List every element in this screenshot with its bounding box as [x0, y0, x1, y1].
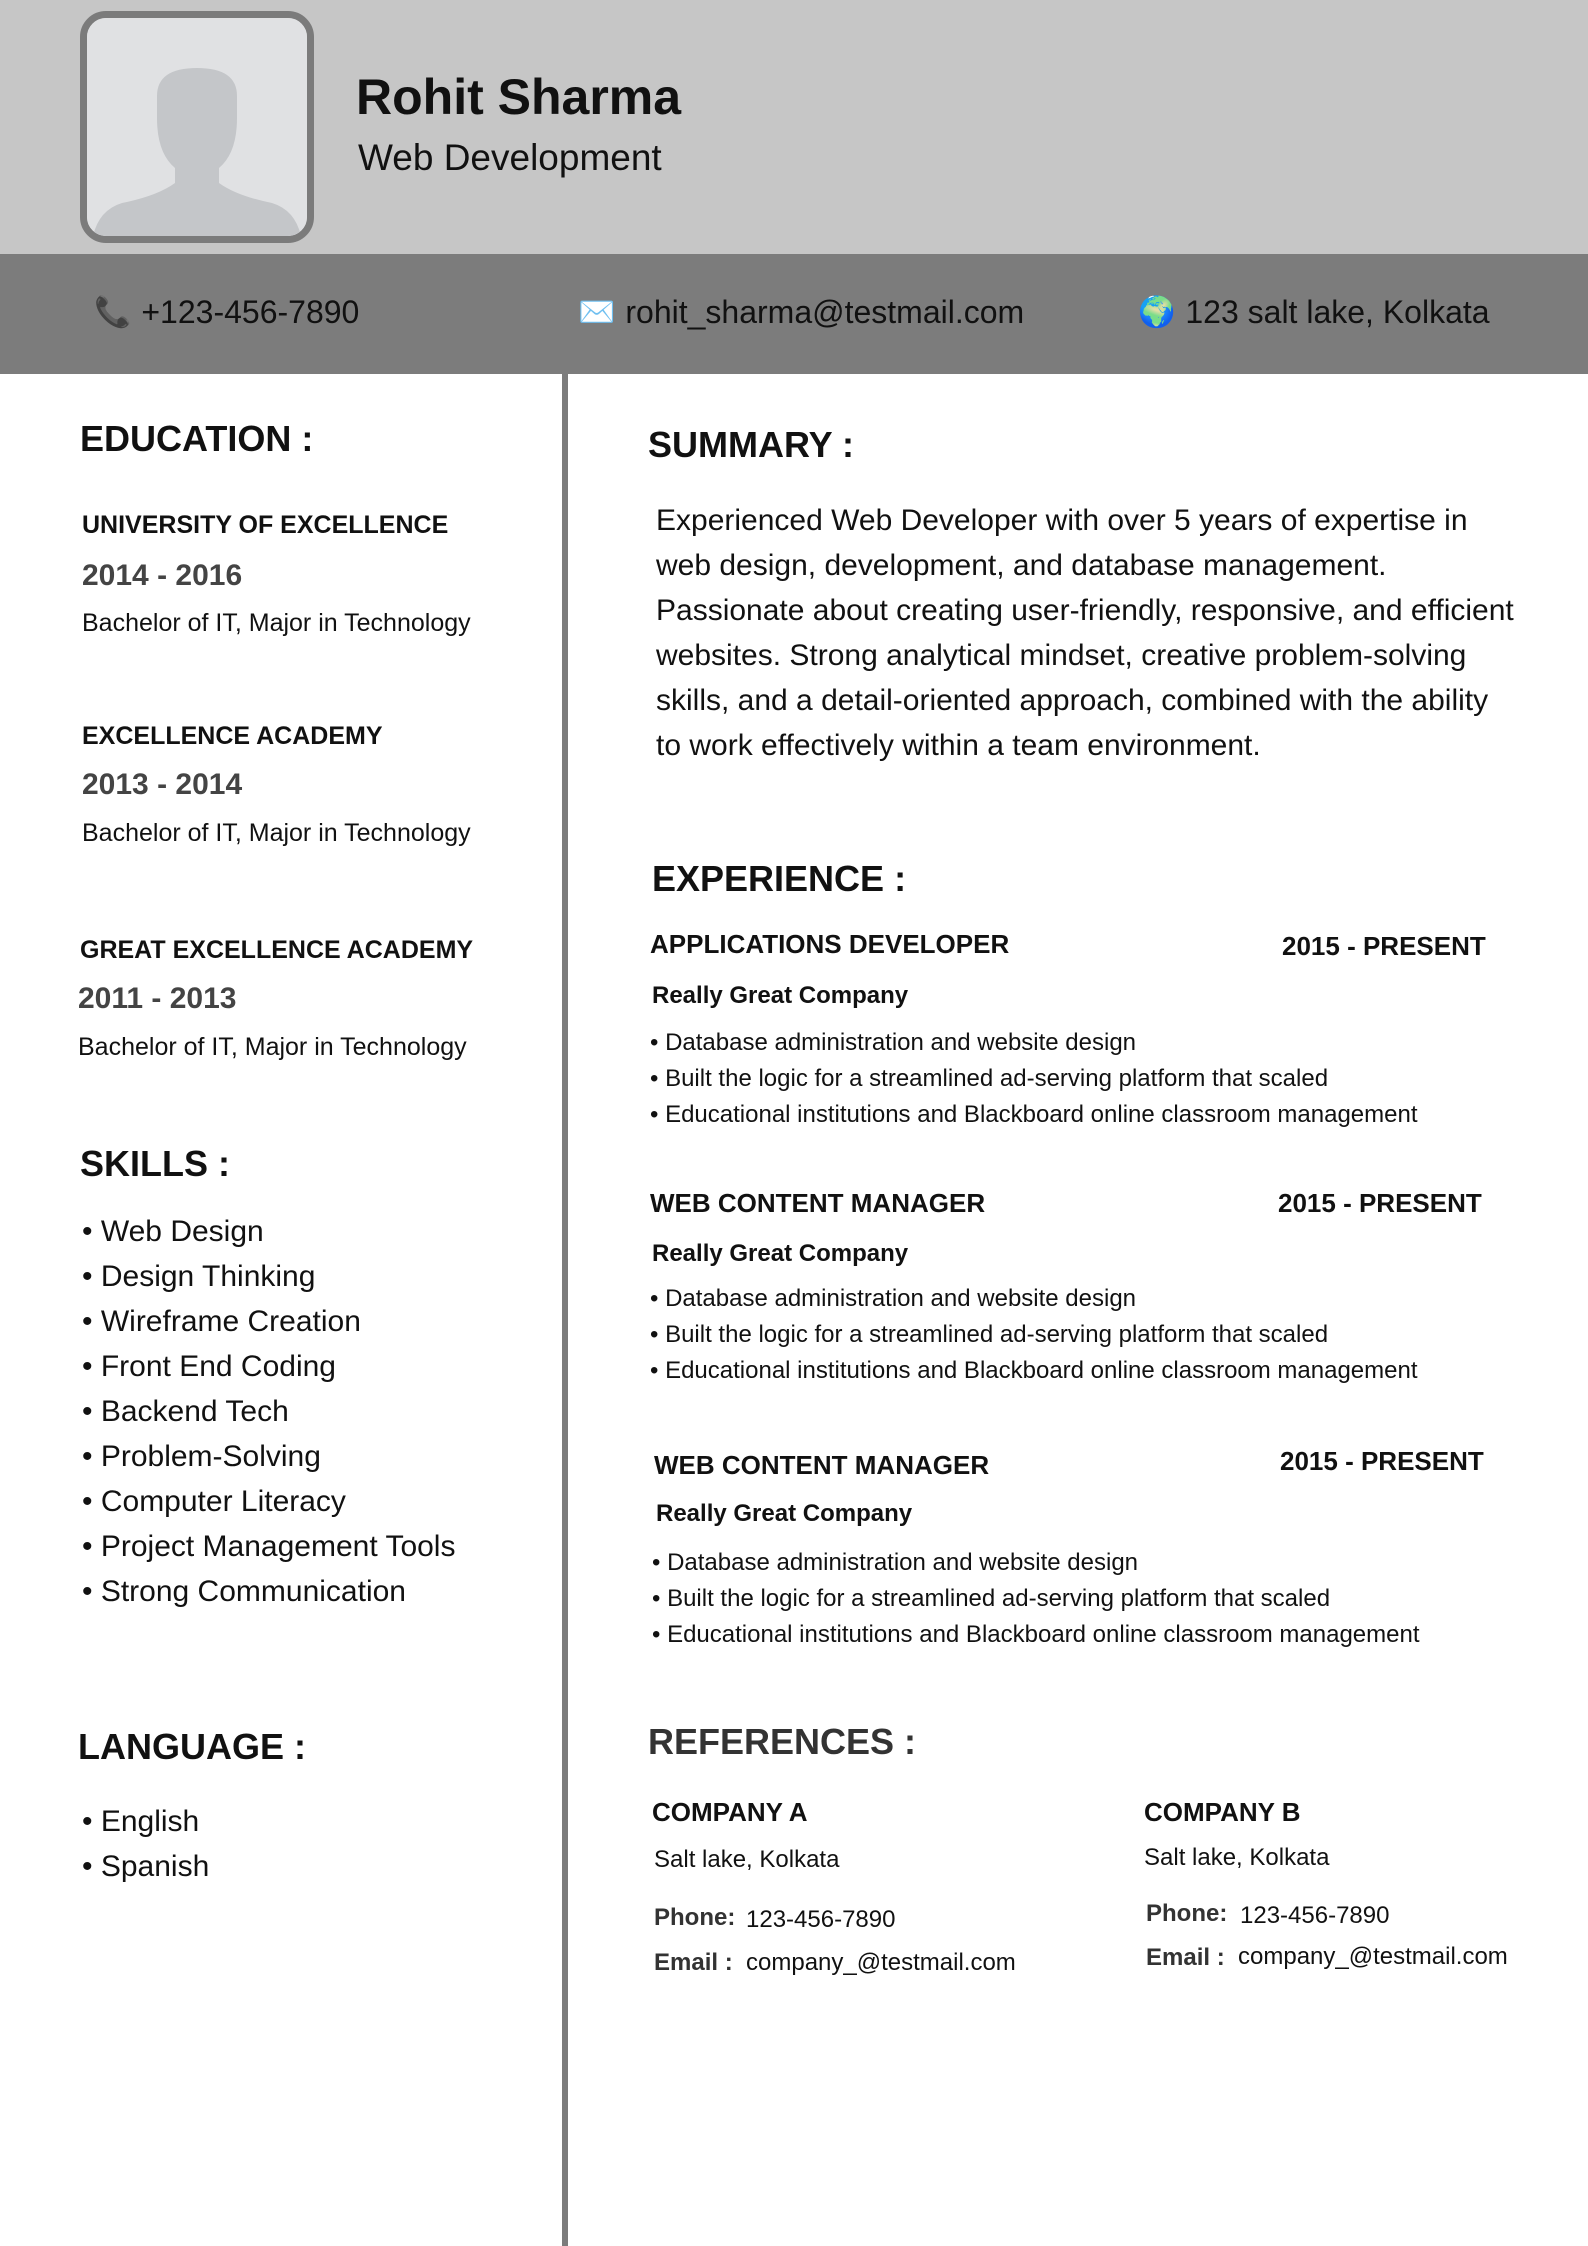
list-item: • Backend Tech [82, 1395, 289, 1428]
summary-text: Experienced Web Developer with over 5 years of expertise in web design, development, and database management. Passionate about creating user-friendly, responsive, and efficient websites. Strong analytical mindset, creative problem-solving skills, and a detail-oriented approach, combined with the ability to work effectively within a team environment. [656, 504, 1514, 762]
education-years: 2014 - 2016 [82, 559, 243, 592]
reference-phone: 123-456-7890 [746, 1906, 896, 1933]
job-dates: 2015 - PRESENT [1278, 1188, 1482, 1218]
contact-bar [0, 254, 1588, 374]
list-item: • Strong Communication [82, 1575, 406, 1608]
job-title: WEB CONTENT MANAGER [650, 1188, 986, 1218]
job-company: Really Great Company [656, 1500, 913, 1527]
address-text: 123 salt lake, Kolkata [1185, 294, 1490, 330]
reference-phone-label: Phone: [654, 1904, 736, 1931]
list-item: • Computer Literacy [82, 1485, 346, 1518]
reference-address: Salt lake, Kolkata [1144, 1844, 1330, 1871]
education-school: GREAT EXCELLENCE ACADEMY [80, 936, 474, 964]
reference-phone: 123-456-7890 [1240, 1902, 1390, 1929]
list-item: • Built the logic for a streamlined ad-serving platform that scaled [652, 1585, 1331, 1612]
list-item: • English [82, 1805, 200, 1838]
person-silhouette-icon [87, 18, 307, 236]
list-item: • Database administration and website design [652, 1549, 1139, 1576]
job-title: APPLICATIONS DEVELOPER [650, 929, 1010, 959]
job-dates: 2015 - PRESENT [1282, 931, 1486, 961]
education-degree: Bachelor of IT, Major in Technology [82, 609, 471, 637]
phone-text: +123-456-7890 [141, 294, 360, 330]
education-years: 2011 - 2013 [78, 982, 237, 1015]
list-item: • Educational institutions and Blackboard online classroom management [652, 1621, 1420, 1648]
job-bullets [650, 1281, 1418, 1389]
job-title: WEB CONTENT MANAGER [654, 1450, 990, 1480]
job-bullets [652, 1545, 1420, 1653]
list-item: • Wireframe Creation [82, 1305, 361, 1338]
reference-email: company_@testmail.com [1238, 1943, 1508, 1970]
contact-phone [94, 294, 359, 331]
job-dates: 2015 - PRESENT [1280, 1446, 1484, 1476]
list-item: • Database administration and website design [650, 1029, 1137, 1056]
list-item: • Spanish [82, 1850, 210, 1883]
reference-email: company_@testmail.com [746, 1949, 1016, 1976]
email-text: rohit_sharma@testmail.com [625, 294, 1025, 330]
education-years: 2013 - 2014 [82, 768, 243, 801]
education-school: UNIVERSITY OF EXCELLENCE [82, 511, 449, 539]
reference-company: COMPANY B [1144, 1797, 1301, 1827]
list-item: • Educational institutions and Blackboard online classroom management [650, 1357, 1418, 1384]
reference-phone-label: Phone: [1146, 1900, 1228, 1927]
profile-photo [80, 11, 314, 243]
list-item: • Web Design [82, 1215, 264, 1248]
candidate-name: Rohit Sharma [356, 69, 682, 125]
skills-list [82, 1209, 455, 1614]
list-item: • Built the logic for a streamlined ad-serving platform that scaled [650, 1321, 1329, 1348]
reference-email-label: Email : [654, 1949, 733, 1976]
phone-icon: 📞 [94, 295, 132, 329]
education-title: EDUCATION : [80, 418, 314, 459]
job-company: Really Great Company [652, 1240, 909, 1267]
list-item: • Design Thinking [82, 1260, 316, 1293]
reference-address: Salt lake, Kolkata [654, 1846, 840, 1873]
reference-email-label: Email : [1146, 1944, 1225, 1971]
education-school: EXCELLENCE ACADEMY [82, 722, 383, 750]
list-item: • Database administration and website design [650, 1285, 1137, 1312]
list-item: • Front End Coding [82, 1350, 336, 1383]
experience-title: EXPERIENCE : [652, 858, 907, 899]
globe-icon: 🌍 [1138, 295, 1176, 329]
column-divider [562, 374, 568, 2246]
list-item: • Built the logic for a streamlined ad-serving platform that scaled [650, 1065, 1329, 1092]
skills-title: SKILLS : [80, 1143, 230, 1184]
contact-email [578, 294, 1024, 331]
reference-company: COMPANY A [652, 1797, 808, 1827]
job-bullets [650, 1025, 1418, 1133]
candidate-role: Web Development [358, 137, 662, 178]
resume-header [0, 0, 1588, 254]
contact-address [1138, 294, 1490, 331]
education-degree: Bachelor of IT, Major in Technology [78, 1033, 467, 1061]
education-degree: Bachelor of IT, Major in Technology [82, 819, 471, 847]
references-title: REFERENCES : [648, 1721, 917, 1762]
language-list [82, 1799, 209, 1889]
list-item: • Problem-Solving [82, 1440, 321, 1473]
envelope-icon: ✉️ [578, 295, 616, 329]
job-company: Really Great Company [652, 982, 909, 1009]
list-item: • Project Management Tools [82, 1530, 456, 1563]
summary-title: SUMMARY : [648, 424, 854, 465]
language-title: LANGUAGE : [78, 1726, 306, 1767]
list-item: • Educational institutions and Blackboard online classroom management [650, 1101, 1418, 1128]
